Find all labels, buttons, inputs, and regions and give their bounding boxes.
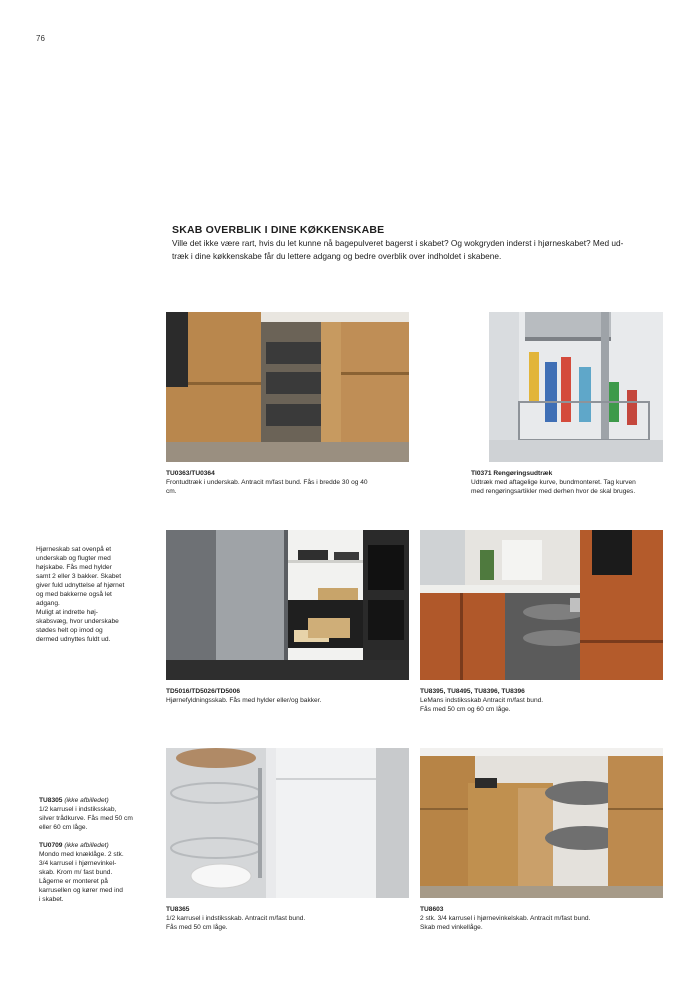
- side-note-line: i skabet.: [39, 896, 64, 903]
- side-note-line: og med bakkerne også let: [36, 591, 112, 598]
- photo-td5016: [166, 530, 409, 680]
- product-description: Fås med 50 cm låge.: [166, 924, 228, 931]
- product-description: med rengøringsartikler med derhen hvor de skal bruges.: [471, 488, 636, 495]
- side-note-line: Muligt at indrette høj-: [36, 609, 98, 616]
- caption-tu8603: [420, 905, 670, 932]
- product-code: TU0709: [39, 842, 63, 849]
- side-note-line: skabsvæg, hvor underskabe: [36, 618, 119, 625]
- product-description: cm.: [166, 488, 177, 495]
- side-note-line: højskabe. Fås med hylder: [36, 564, 112, 571]
- side-note-line: adgang.: [36, 600, 60, 607]
- intro-line: træk i dine køkkenskabe får du lettere adgang og bedre overblik over indholdet i skabene.: [172, 250, 502, 261]
- side-note-line: skab. Krom m/ fast bund.: [39, 869, 113, 876]
- product-code: TI0371 Rengøringsudtræk: [471, 470, 553, 477]
- caption-td5016: [166, 687, 416, 705]
- photo-tu8603: [420, 748, 663, 898]
- side-note-line: giver fuld udnyttelse af hjørnet: [36, 582, 125, 589]
- caption-tu8365: [166, 905, 416, 932]
- product-description: 2 stk. 3/4 karrusel i hjørnevinkelskab. Antracit m/fast bund.: [420, 915, 591, 922]
- intro-line: Ville det ikke være rart, hvis du let kunne nå bagepulveret bagerst i skabet? Og wokgryden inderst i hjørneskabet? Med ud-: [172, 238, 624, 248]
- product-code: TU8603: [420, 906, 444, 913]
- side-note-line: stødes helt op imod og: [36, 627, 103, 634]
- photo-ti0371: [489, 312, 663, 462]
- product-code: TU8365: [166, 906, 190, 913]
- side-note-line: 1/2 karrusel i indstiksskab,: [39, 806, 117, 813]
- side-note-line: silver trådkurve. Fås med 50 cm: [39, 815, 133, 822]
- side-note-line: Hjørneskab sat ovenpå et: [36, 546, 112, 553]
- side-note-line: eller 60 cm låge.: [39, 824, 88, 831]
- product-description: Fås med 50 cm og 60 cm låge.: [420, 706, 511, 713]
- product-description: Skab med vinkellåge.: [420, 924, 483, 931]
- side-note-line: samt 2 eller 3 bakker. Skabet: [36, 573, 122, 580]
- page-title: SKAB OVERBLIK I DINE KØKKENSKABE: [172, 224, 385, 236]
- product-code: TU0363/TU0364: [166, 470, 215, 477]
- photo-tu8395: [420, 530, 663, 680]
- page-number: 76: [36, 34, 45, 43]
- side-note-line: Mondo med knæklåge. 2 stk.: [39, 851, 124, 858]
- not-pictured-note: (ikke afbilledet): [64, 842, 109, 849]
- product-code: TD5016/TD5026/TD5006: [166, 688, 241, 695]
- photo-tu0363: [166, 312, 409, 462]
- product-description: Udtræk med aftagelige kurve, bundmonteret. Tag kurven: [471, 479, 636, 486]
- photo-tu8365: [166, 748, 409, 898]
- caption-ti0371: [471, 469, 671, 496]
- side-note-line: dermed udnyttes fuldt ud.: [36, 636, 111, 643]
- product-code: TU8395, TU8495, TU8396, TU8396: [420, 688, 525, 695]
- product-description: LeMans indstiksskab Antracit m/fast bund.: [420, 697, 544, 704]
- caption-tu0363: [166, 469, 416, 496]
- product-description: Hjørnefyldningsskab. Fås med hylder eller/og bakker.: [166, 697, 322, 704]
- side-note-carousels: [39, 796, 161, 904]
- side-note-corner-cabinet: [36, 545, 161, 644]
- not-pictured-note: (ikke afbilledet): [64, 797, 109, 804]
- caption-tu8395: [420, 687, 670, 714]
- side-note-line: karrusellen og kører med ind: [39, 887, 123, 894]
- side-note-line: Lågerne er monteret på: [39, 878, 108, 885]
- product-code: TU8305: [39, 797, 63, 804]
- product-description: Frontudtræk i underskab. Antracit m/fast bund. Fås i bredde 30 og 40: [166, 479, 368, 486]
- side-note-line: underskab og flugter med: [36, 555, 111, 562]
- product-description: 1/2 karrusel i indstiksskab. Antracit m/fast bund.: [166, 915, 306, 922]
- intro-text: [172, 237, 664, 262]
- side-note-line: 3/4 karrusel i hjørnevinkel-: [39, 860, 117, 867]
